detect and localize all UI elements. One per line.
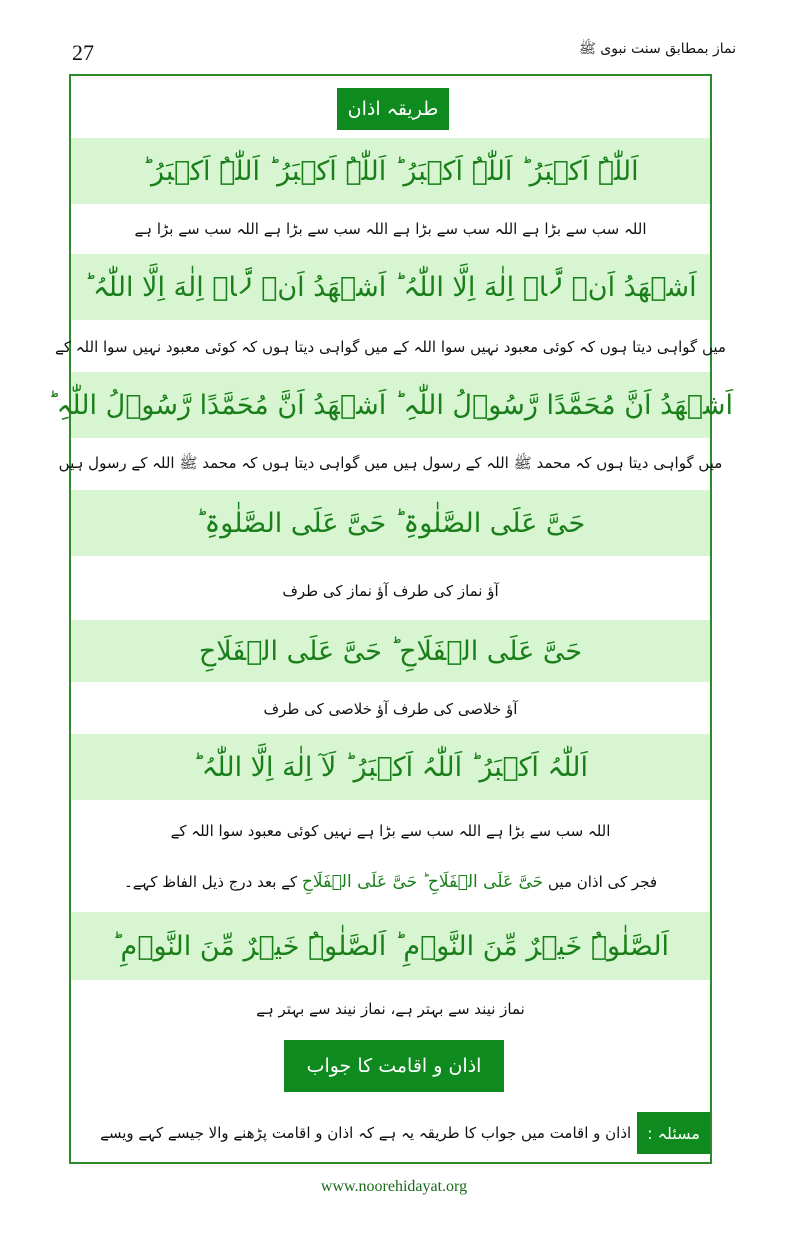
footer-website: www.noorehidayat.org bbox=[320, 1178, 468, 1195]
translation-hayya-salah: آؤ نماز کی طرف آؤ نماز کی طرف bbox=[282, 582, 499, 600]
translation-shahada-allah: میں گواہی دیتا ہوں کہ کوئی معبود نہیں سوا اللہ کے میں گواہی دیتا ہوں کہ کوئی معبود نہیں سوا اللہ کے bbox=[55, 338, 726, 356]
fajr-note-prefix: فجر کی اذان میں bbox=[547, 873, 658, 891]
answer-section-title: اذان و اقامت کا جواب bbox=[284, 1040, 504, 1092]
translation-hayya-falah: آؤ خلاصی کی طرف آؤ خلاصی کی طرف bbox=[263, 700, 518, 718]
translation-takbir: اللہ سب سے بڑا ہے اللہ سب سے بڑا ہے اللہ سب سے بڑا ہے اللہ سب سے بڑا ہے bbox=[134, 220, 647, 238]
book-title: نماز بمطابق سنت نبوی ﷺ bbox=[578, 41, 736, 57]
masala-text: اذان و اقامت میں جواب کا طریقہ یہ ہے کہ اذان و اقامت پڑھنے والا جیسے کہے ویسے bbox=[100, 1124, 632, 1142]
section-title: طریقہ اذان bbox=[337, 88, 449, 130]
arabic-fajr-addition: اَلصَّلٰوۃُ خَیۡرٌ مِّنَ النَّوۡمِ ؕ اَلصَّلٰوۃُ خَیۡرٌ مِّنَ النَّوۡمِ ؕ bbox=[71, 912, 710, 980]
arabic-hayya-salah: حَیَّ عَلَی الصَّلٰوۃِ ؕ حَیَّ عَلَی الصَّلٰوۃِ ؕ bbox=[71, 490, 710, 556]
arabic-closing-takbir: اَللّٰہُ اَکۡبَرُ ؕ اَللّٰہُ اَکۡبَرُ ؕ لَآ اِلٰهَ اِلَّا اللّٰہُ ؕ bbox=[71, 734, 710, 800]
masala-label: مسئلہ : bbox=[637, 1112, 710, 1154]
masala-row bbox=[71, 1112, 710, 1154]
page-number: 27 bbox=[72, 40, 94, 65]
fajr-note-suffix: کے بعد درج ذیل الفاظ کہے۔ bbox=[123, 873, 298, 891]
arabic-hayya-falah: حَیَّ عَلَی الۡفَلَاحِ ؕ حَیَّ عَلَی الۡفَلَاحِ bbox=[71, 620, 710, 682]
translation-closing-takbir: اللہ سب سے بڑا ہے اللہ سب سے بڑا ہے نہیں کوئی معبود سوا اللہ کے bbox=[170, 822, 611, 840]
arabic-shahada-rasool: اَشۡهَدُ اَنَّ مُحَمَّدًا رَّسُوۡلُ اللّٰہِ ؕ اَشۡهَدُ اَنَّ مُحَمَّدًا رَّسُوۡلُ اللّٰہِ ؕ bbox=[71, 372, 710, 438]
fajr-note bbox=[71, 858, 710, 906]
translation-fajr-addition: نماز نیند سے بہتر ہے، نماز نیند سے بہتر ہے bbox=[256, 1000, 525, 1018]
arabic-shahada-allah: اَشۡهَدُ اَنۡ لَّاۤ اِلٰهَ اِلَّا اللّٰہُ ؕ اَشۡهَدُ اَنۡ لَّاۤ اِلٰهَ اِلَّا اللّٰہُ ؕ bbox=[71, 254, 710, 320]
arabic-takbir-line: اَللّٰہُ اَکۡبَرُ ؕ اَللّٰہُ اَکۡبَرُ ؕ اَللّٰہُ اَکۡبَرُ ؕ اَللّٰہُ اَکۡبَرُ ؕ bbox=[71, 138, 710, 204]
translation-shahada-rasool: میں گواہی دیتا ہوں کہ محمد ﷺ اللہ کے رسول ہیں میں گواہی دیتا ہوں کہ محمد ﷺ اللہ کے رسول ہیں bbox=[58, 454, 723, 472]
fajr-note-arabic: حَیَّ عَلَی الۡفَلَاحِ ؕ حَیَّ عَلَی الۡفَلَاحِ bbox=[301, 872, 544, 892]
